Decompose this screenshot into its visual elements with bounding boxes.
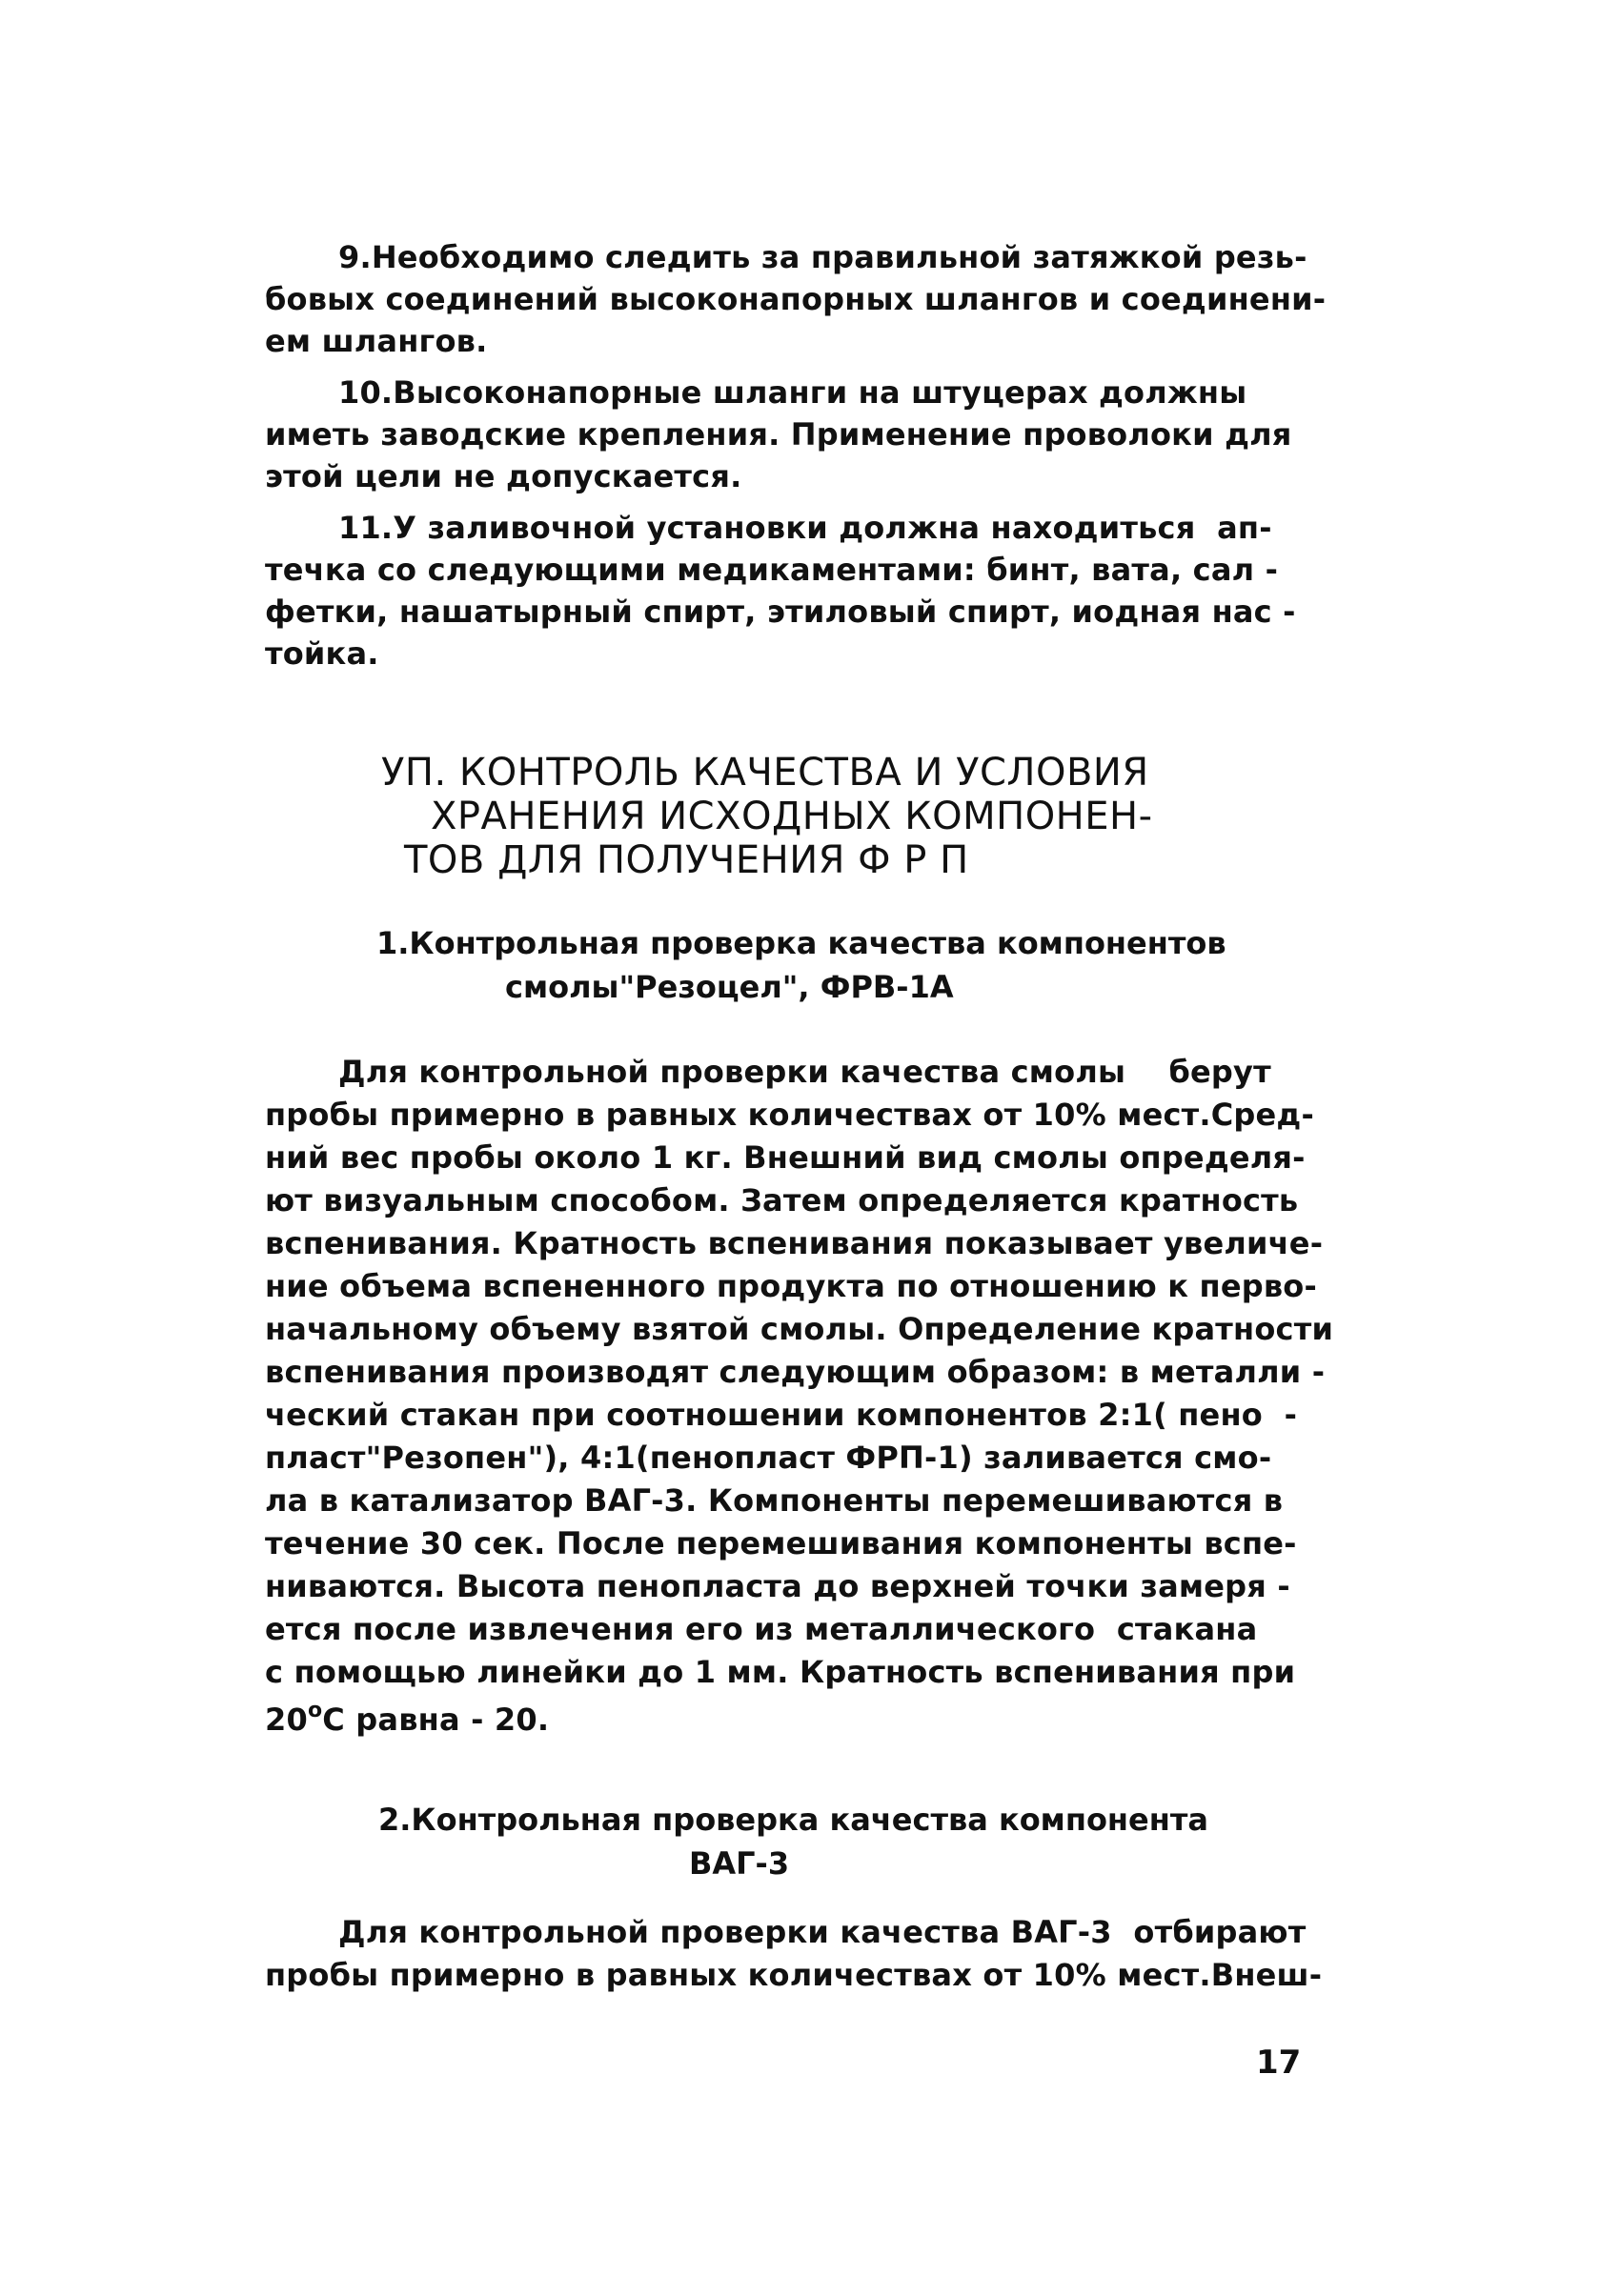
text-line: ние объема вспененного продукта по отношению к перво- [265,1268,1317,1304]
text-line: 9.Необходимо следить за правильной затяжкой резь- [338,239,1307,275]
subtitle-line: 2.Контрольная проверка качества компонента [378,1802,1208,1838]
subtitle-line: смолы"Резоцел", ФРВ-1А [505,969,954,1005]
text-line: фетки, нашатырный спирт, этиловый спирт, иодная нас - [265,594,1296,630]
degree-sign: о [307,1699,323,1722]
text-line: вспенивания. Кратность вспенивания показывает увеличе- [265,1225,1324,1261]
text-line: ем шлангов. [265,323,488,359]
text-line: начальному объему взятой смолы. Определение кратности [265,1311,1334,1347]
text-line: этой цели не допускается. [265,458,742,494]
heading-line: ХРАНЕНИЯ ИСХОДНЫХ КОМПОНЕН- [431,795,1153,838]
text-line: пробы примерно в равных количествах от 10% мест.Внеш- [265,1957,1323,1993]
text-line: Для контрольной проверки качества ВАГ-3 отбирают [338,1914,1307,1950]
text-line: пробы примерно в равных количествах от 10% мест.Сред- [265,1097,1314,1133]
text-line: тойка. [265,635,379,672]
text-line: течение 30 сек. После перемешивания компоненты вспе- [265,1525,1297,1561]
text-line: ческий стакан при соотношении компонентов 2:1( пено - [265,1397,1298,1433]
text-line: ниваются. Высота пенопласта до верхней точки замеря - [265,1568,1290,1604]
heading-line: УП. КОНТРОЛЬ КАЧЕСТВА И УСЛОВИЯ [381,751,1149,795]
text-line: иметь заводские крепления. Применение проволоки для [265,416,1292,453]
text-line: вспенивания производят следующим образом: в металли - [265,1354,1326,1390]
temperature-line [265,1701,549,1743]
page-number: 17 [1256,2044,1302,2082]
text-line: 11.У заливочной установки должна находиться ап- [338,510,1272,546]
text-line: пласт"Резопен"), 4:1(пенопласт ФРП-1) заливается смо- [265,1440,1272,1476]
subtitle-line: 1.Контрольная проверка качества компонентов [376,925,1226,961]
text-line: бовых соединений высоконапорных шлангов и соединени- [265,281,1327,317]
text-line: течка со следующими медикаментами: бинт, вата, сал - [265,552,1279,588]
text-line: ний вес пробы около 1 кг. Внешний вид смолы определя- [265,1139,1306,1176]
text-line: ла в катализатор ВАГ-3. Компоненты перемешиваются в [265,1482,1284,1519]
subtitle-line: ВАГ-3 [689,1845,790,1882]
temperature-value: 20 [265,1702,308,1738]
text-line: ется после извлечения его из металлического стакана [265,1611,1258,1647]
heading-line: ТОВ ДЛЯ ПОЛУЧЕНИЯ Ф Р П [404,838,969,882]
temperature-rest: С равна - 20. [322,1702,550,1738]
text-line: с помощью линейки до 1 мм. Кратность вспенивания при [265,1654,1296,1690]
text-line: ют визуальным способом. Затем определяется кратность [265,1182,1299,1218]
text-line: Для контрольной проверки качества смолы берут [338,1054,1271,1090]
text-line: 10.Высоконапорные шланги на штуцерах должны [338,374,1247,411]
